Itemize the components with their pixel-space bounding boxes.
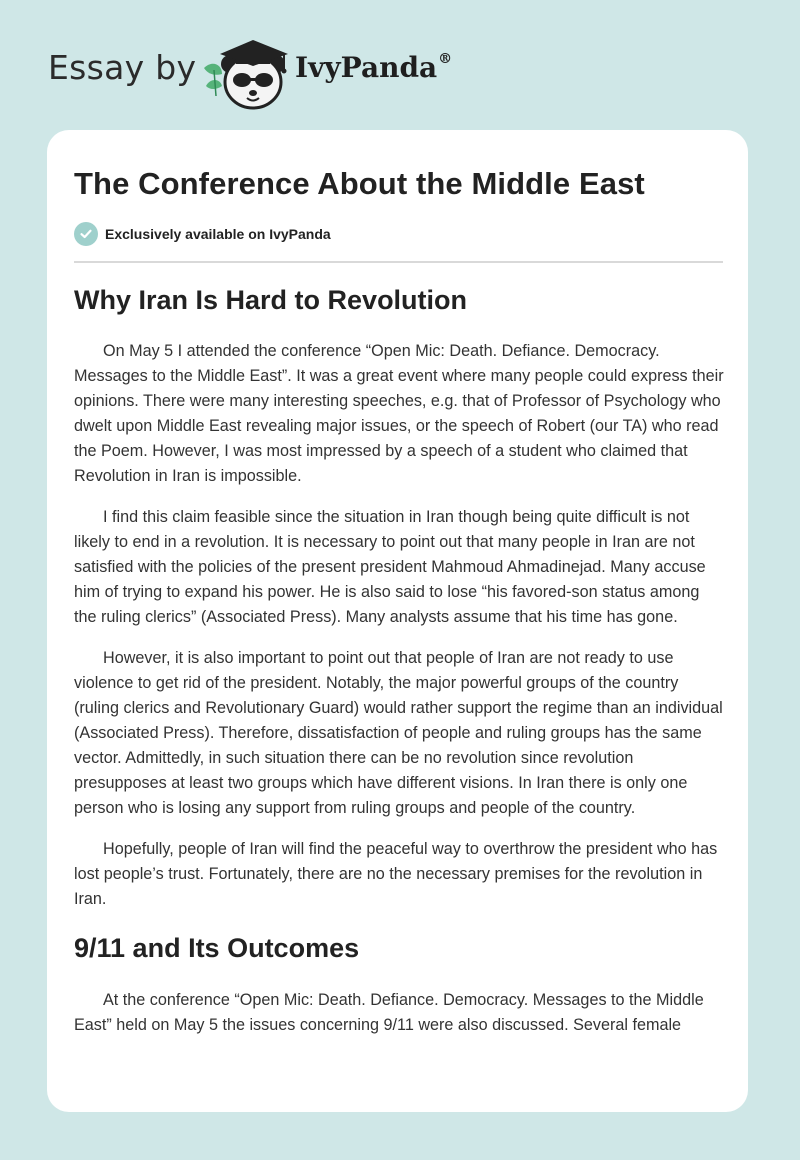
site-header: [0, 0, 800, 130]
panda-logo-icon[interactable]: [200, 34, 292, 112]
paragraph: On May 5 I attended the conference “Open Mic: Death. Defiance. Democracy. Messages to the Middle East”. It was a great event where many people could express their opinions. There were many interesting speeches, e.g. that of Professor of Psychology who dwelt upon Middle East revealing major issues, or the speech of Robert (our TA) who read the Poem. However, I was most impressed by a speech of a student who claimed that Revolution in Iran is impossible.: [74, 342, 724, 486]
brand-name[interactable]: [295, 51, 452, 84]
section-heading: 9/11 and Its Outcomes: [74, 933, 360, 964]
divider: [74, 261, 723, 263]
essay-card: [47, 130, 748, 1112]
paragraph: I find this claim feasible since the situation in Iran though being quite difficult is not likely to end in a revolution. It is necessary to point out that many people in Iran are not satisfied with the policies of the present president Mahmoud Ahmadinejad. Many accuse him of trying to expand his power. He is also said to lose “his favored-son status among the ruling clerics” (Associated Press). Many analysts assume that his time has gone.: [74, 508, 706, 627]
section-heading: Why Iran Is Hard to Revolution: [74, 285, 468, 315]
essay-content: [74, 284, 724, 1054]
paragraph: However, it is also important to point out that people of Iran are not ready to use violence to get rid of the president. Notably, the major powerful groups of the country (ruling clerics and Revolutionary Guard) would rather support the regime than an individual (Associated Press). Therefore, dissatisfaction of people and ruling groups has the same vector. Admittedly, in such situation there can be no revolution since revolution presupposes at least two groups which have different visions. In Iran there is only one person who is losing any support from ruling groups and people of the country.: [74, 649, 723, 818]
badge-text: Exclusively available on IvyPanda: [105, 226, 331, 242]
paragraph: Hopefully, people of Iran will find the peaceful way to overthrow the president who has lost people’s trust. Fortunately, there are no the necessary premises for the revolution in Iran.: [74, 840, 718, 909]
paragraph: At the conference “Open Mic: Death. Defiance. Democracy. Messages to the Middle East” held on May 5 the issues concerning 9/11 were also discussed. Several female: [74, 990, 704, 1034]
brand-prefix: Essay by: [48, 48, 197, 87]
registered-mark: ®: [438, 51, 453, 67]
brand-name-text: IvyPanda: [295, 51, 438, 84]
page-title: The Conference About the Middle East: [74, 166, 645, 201]
check-icon: [74, 222, 98, 246]
exclusive-badge: [74, 222, 331, 246]
